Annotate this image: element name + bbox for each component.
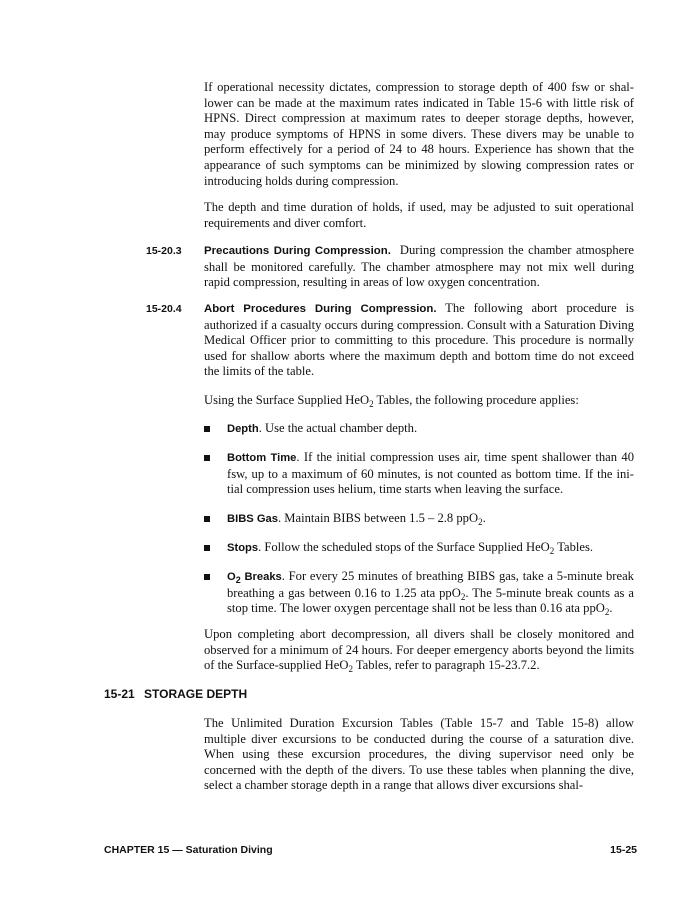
- bullet-heading-depth: Depth: [227, 423, 259, 435]
- closing-text-b: Tables, refer to paragraph 15-23.7.2.: [352, 658, 540, 673]
- bullet-text-depth: . Use the actual chamber depth.: [258, 421, 418, 435]
- bullet-heading-stops: Stops: [227, 542, 259, 554]
- o2-text-a: . For every 25 minutes of breathing BIBS gas, take a 5-minute break breathing a gas between 0.16 to 1.25 ata ppO: [227, 569, 634, 600]
- footer-chapter: CHAPTER 15 — Saturation Diving: [104, 844, 273, 856]
- bibs-sub: 2: [478, 517, 483, 527]
- footer-page-number: 15-25: [610, 844, 637, 856]
- closing-text-a: Upon completing abort decompression, all divers shall be closely monitored and observed for a minimum of 24 hours. For deeper emergency aborts beyond the limits of the Surface-supplied HeO: [204, 627, 634, 673]
- section-number-15-20-4: 15-20.4: [146, 303, 182, 315]
- using-sub: 2: [369, 399, 374, 409]
- o2-text-c: .: [609, 601, 613, 616]
- section-text-precautions: During compression the chamber atmosphere shall be monitored carefully. The chamber atmosphere may not mix well during rapid compression, resulting in areas of low oxygen concentration.: [204, 243, 635, 290]
- section-number-15-20-3: 15-20.3: [146, 245, 182, 257]
- bullet-text-bottom-time: . If the initial compression uses air, time spent shallower than 40 fsw, up to a maximum of 60 minutes, is not counted as bottom time. If the ini-tial compression uses helium, time starts when leaving the surface.: [227, 450, 634, 497]
- bullet-heading-bottom-time: Bottom Time: [227, 452, 297, 464]
- paragraph-closing: [204, 627, 634, 674]
- section-15-20-4: [204, 301, 634, 380]
- closing-sub: 2: [348, 664, 353, 675]
- section-title-storage-depth: STORAGE DEPTH: [144, 687, 248, 701]
- using-text-a: Using the Surface Supplied HeO: [204, 393, 370, 407]
- square-bullet-icon: [204, 455, 210, 461]
- square-bullet-icon: [204, 426, 210, 432]
- square-bullet-icon: [204, 574, 210, 580]
- stops-end: Tables.: [554, 540, 594, 554]
- paragraph-hpns: If operational necessity dictates, compression to storage depth of 400 fsw or shal-lower can be made at the maximum rates indicated in Table 15-6 with little risk of HPNS. Direct compression at maximum rates to deeper storage depths, however, may produce symptoms of HPNS in some divers. These divers may be unable to perform effectively for a period of 24 to 48 hours. Experience has shown that the appearance of such symptoms can be minimized by slowing compression rates or introducing holds during compression.: [204, 80, 634, 188]
- section-text-abort: The following abort procedure is authorized if a casualty occurs during compression. Consult with a Saturation Diving Medical Officer prior to committing to this procedure. This procedure is normally used for shallow aborts where the maximum depth and bottom time do not exceed the limits of the table.: [204, 301, 634, 379]
- stops-sub: 2: [549, 546, 555, 556]
- o2-sub-2: 2: [604, 607, 610, 618]
- o2-sub-1: 2: [460, 591, 466, 602]
- paragraph-using-tables: [204, 393, 634, 409]
- section-number-15-21: 15-21: [104, 687, 135, 701]
- using-text-b: Tables, the following procedure applies:: [373, 393, 579, 407]
- o2-text-b: . The 5-minute break counts as a stop time. The lower oxygen percentage shall not be less than 0.16 ata ppO: [227, 585, 634, 616]
- section-15-20-3: [204, 243, 634, 291]
- bullet-heading-o2-breaks: $O_2$ Breaks: [227, 571, 282, 585]
- bibs-end: .: [482, 511, 486, 525]
- square-bullet-icon: [204, 545, 210, 551]
- paragraph-holds: The depth and time duration of holds, if used, may be adjusted to suit operational requirements and diver comfort.: [204, 200, 634, 230]
- paragraph-storage-depth: The Unlimited Duration Excursion Tables (Table 15-7 and Table 15-8) allow multiple diver excursions to be conducted during the course of a saturation dive. When using these excursion procedures, the diving supervisor need only be concerned with the depth of the divers. To use these tables when planning the dive, select a chamber storage depth in a range that allows diver excursions shal-: [204, 716, 634, 793]
- bullet-text-stops: . Follow the scheduled stops of the Surface Supplied HeO: [258, 540, 550, 554]
- section-heading-abort: Abort Procedures During Compression.: [204, 303, 437, 315]
- bullet-text-bibs-gas: . Maintain BIBS between 1.5 – 2.8 ppO: [277, 511, 479, 525]
- bullet-heading-bibs-gas: BIBS Gas: [227, 513, 278, 525]
- square-bullet-icon: [204, 516, 210, 522]
- section-heading-precautions: Precautions During Compression.: [204, 245, 391, 257]
